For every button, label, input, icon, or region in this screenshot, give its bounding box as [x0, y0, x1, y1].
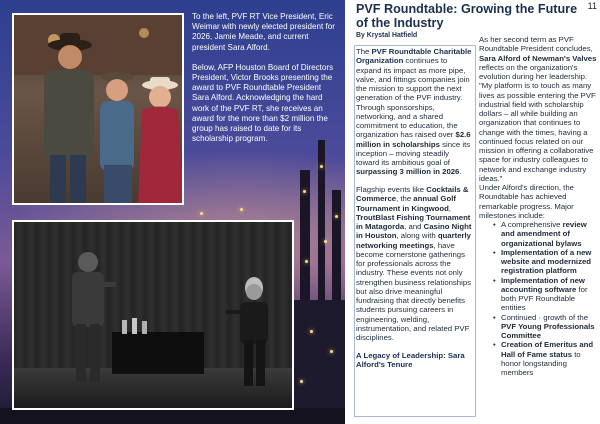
milestone-bold: Implementation of a new website and modernized registration platform — [501, 247, 592, 276]
milestone-bold: PVF Young Professionals Committee — [501, 321, 595, 340]
milestone-item — [501, 276, 597, 313]
milestone-bold: review and amendment of organizational bylaws — [501, 220, 587, 248]
article-column-1 — [356, 47, 474, 378]
article-title: PVF Roundtable: Growing the Future of the Industry — [356, 2, 578, 30]
milestones-list — [479, 220, 597, 377]
text-run: , — [448, 203, 452, 213]
event-photo-group — [12, 13, 184, 205]
article-byline: By Krystal Hatfield — [356, 32, 418, 39]
refinery-light — [324, 240, 327, 243]
president-quote-paragraph — [479, 35, 597, 183]
refinery-light — [320, 165, 323, 168]
text-run: A comprehensive — [501, 220, 563, 229]
caption-paragraph-1: To the left, PVF RT Vice President, Eric Weimar with newly elected president for 2026, Jamie Meade, and current president Sara Alford. — [192, 12, 335, 52]
group-photo-illustration — [14, 15, 184, 205]
refinery-light — [330, 350, 333, 353]
text-run: Flagship events like — [356, 185, 427, 194]
legacy-heading: A Legacy of Leadership: Sara Alford's Tenure — [356, 350, 465, 369]
text-run: . — [459, 167, 462, 177]
text-run: The — [356, 47, 372, 56]
page-number: 11 — [587, 1, 597, 11]
text-run: , and — [404, 222, 424, 231]
text-run: since its inception – moving steadily toward its ambitious goal of — [356, 139, 471, 167]
president-name: Sara Alford of Newman's Valves — [479, 53, 597, 63]
refinery-light — [305, 260, 308, 263]
milestone-item — [501, 248, 597, 276]
refinery-light — [303, 190, 306, 193]
event-name: Casino Night in Houston — [356, 222, 472, 241]
text-run: to honor longstanding members — [501, 349, 581, 377]
intro-paragraph — [356, 47, 474, 177]
refinery-ground — [0, 408, 345, 424]
text-run: reflects on the organization's evolution during her leadership. "My platform is to touch as many lives as possible entering the PVF industrial field with scholarship dollars – all while building an organization that continues to change with the times, having a continued focus related on our mission in offering a collaborative space for industry colleagues to network and exchange industry ideas." — [479, 62, 596, 183]
caption-paragraph-2: Below, AFP Houston Board of Directors President, Victor Brooks presenting the award to PVF Roundtable President Sara Alford. Acknowledging the hard work of the PVF RT, she receives an award for the more than $2 million the group has raised to date for its scholarship program. — [192, 62, 334, 144]
text-run: , along with — [396, 231, 438, 241]
event-name: TroutBlast Fishing Tournament in Matagorda — [356, 212, 471, 231]
text-run: As her second term as PVF Roundtable President concludes, — [479, 35, 593, 54]
milestone-item — [501, 340, 597, 377]
award-presentation-photo — [12, 220, 294, 410]
scholarship-amount: $2.6 million in scholarships — [356, 130, 471, 149]
events-paragraph — [356, 185, 474, 342]
milestone-item — [501, 313, 597, 341]
refinery-light — [335, 215, 338, 218]
text-run: , have become cornerstone gatherings for professionals across the industry. These events not only strengthen business relationships but also drive meaningful fundraising that directly benefits students pursuing careers in engineering, welding, instrumentation, and related PVF disciplines. — [356, 240, 472, 342]
event-name: Cocktails & Commerce — [356, 185, 469, 204]
refinery-light — [240, 208, 243, 211]
refinery-structure — [294, 300, 345, 424]
fundraising-goal: surpassing 3 million in 2026 — [356, 167, 460, 177]
text-run: for both PVF Roundtable entities — [501, 284, 588, 313]
event-name: quarterly networking meetings — [356, 231, 471, 250]
text-run: , the — [396, 194, 414, 204]
organization-name: PVF Roundtable Charitable Organization — [356, 47, 472, 66]
milestone-item — [501, 220, 597, 248]
article-column-2 — [479, 35, 597, 377]
text-run: Continued · growth of the — [501, 312, 589, 322]
milestone-bold: Implementation of new accounting software — [501, 275, 585, 294]
text-run: continues to expand its impact as more pipe, valve, and fittings companies join the mission to support the next generation of the PVF industry. Through sponsorships, networking, and a shared commitment to education, the organization has raised over — [356, 56, 470, 140]
milestones-intro: Under Alford's direction, the Roundtable has achieved remarkable progress. Major milestones include: — [479, 183, 574, 220]
refinery-light — [310, 330, 313, 333]
refinery-light — [200, 212, 203, 215]
event-name: annual Golf Tournament in Kingwood — [356, 194, 456, 213]
stage-people-illustration — [14, 222, 294, 410]
photo-caption — [192, 12, 340, 154]
milestone-bold: Creation of Emeritus and Hall of Fame status — [501, 340, 594, 359]
refinery-light — [300, 380, 303, 383]
